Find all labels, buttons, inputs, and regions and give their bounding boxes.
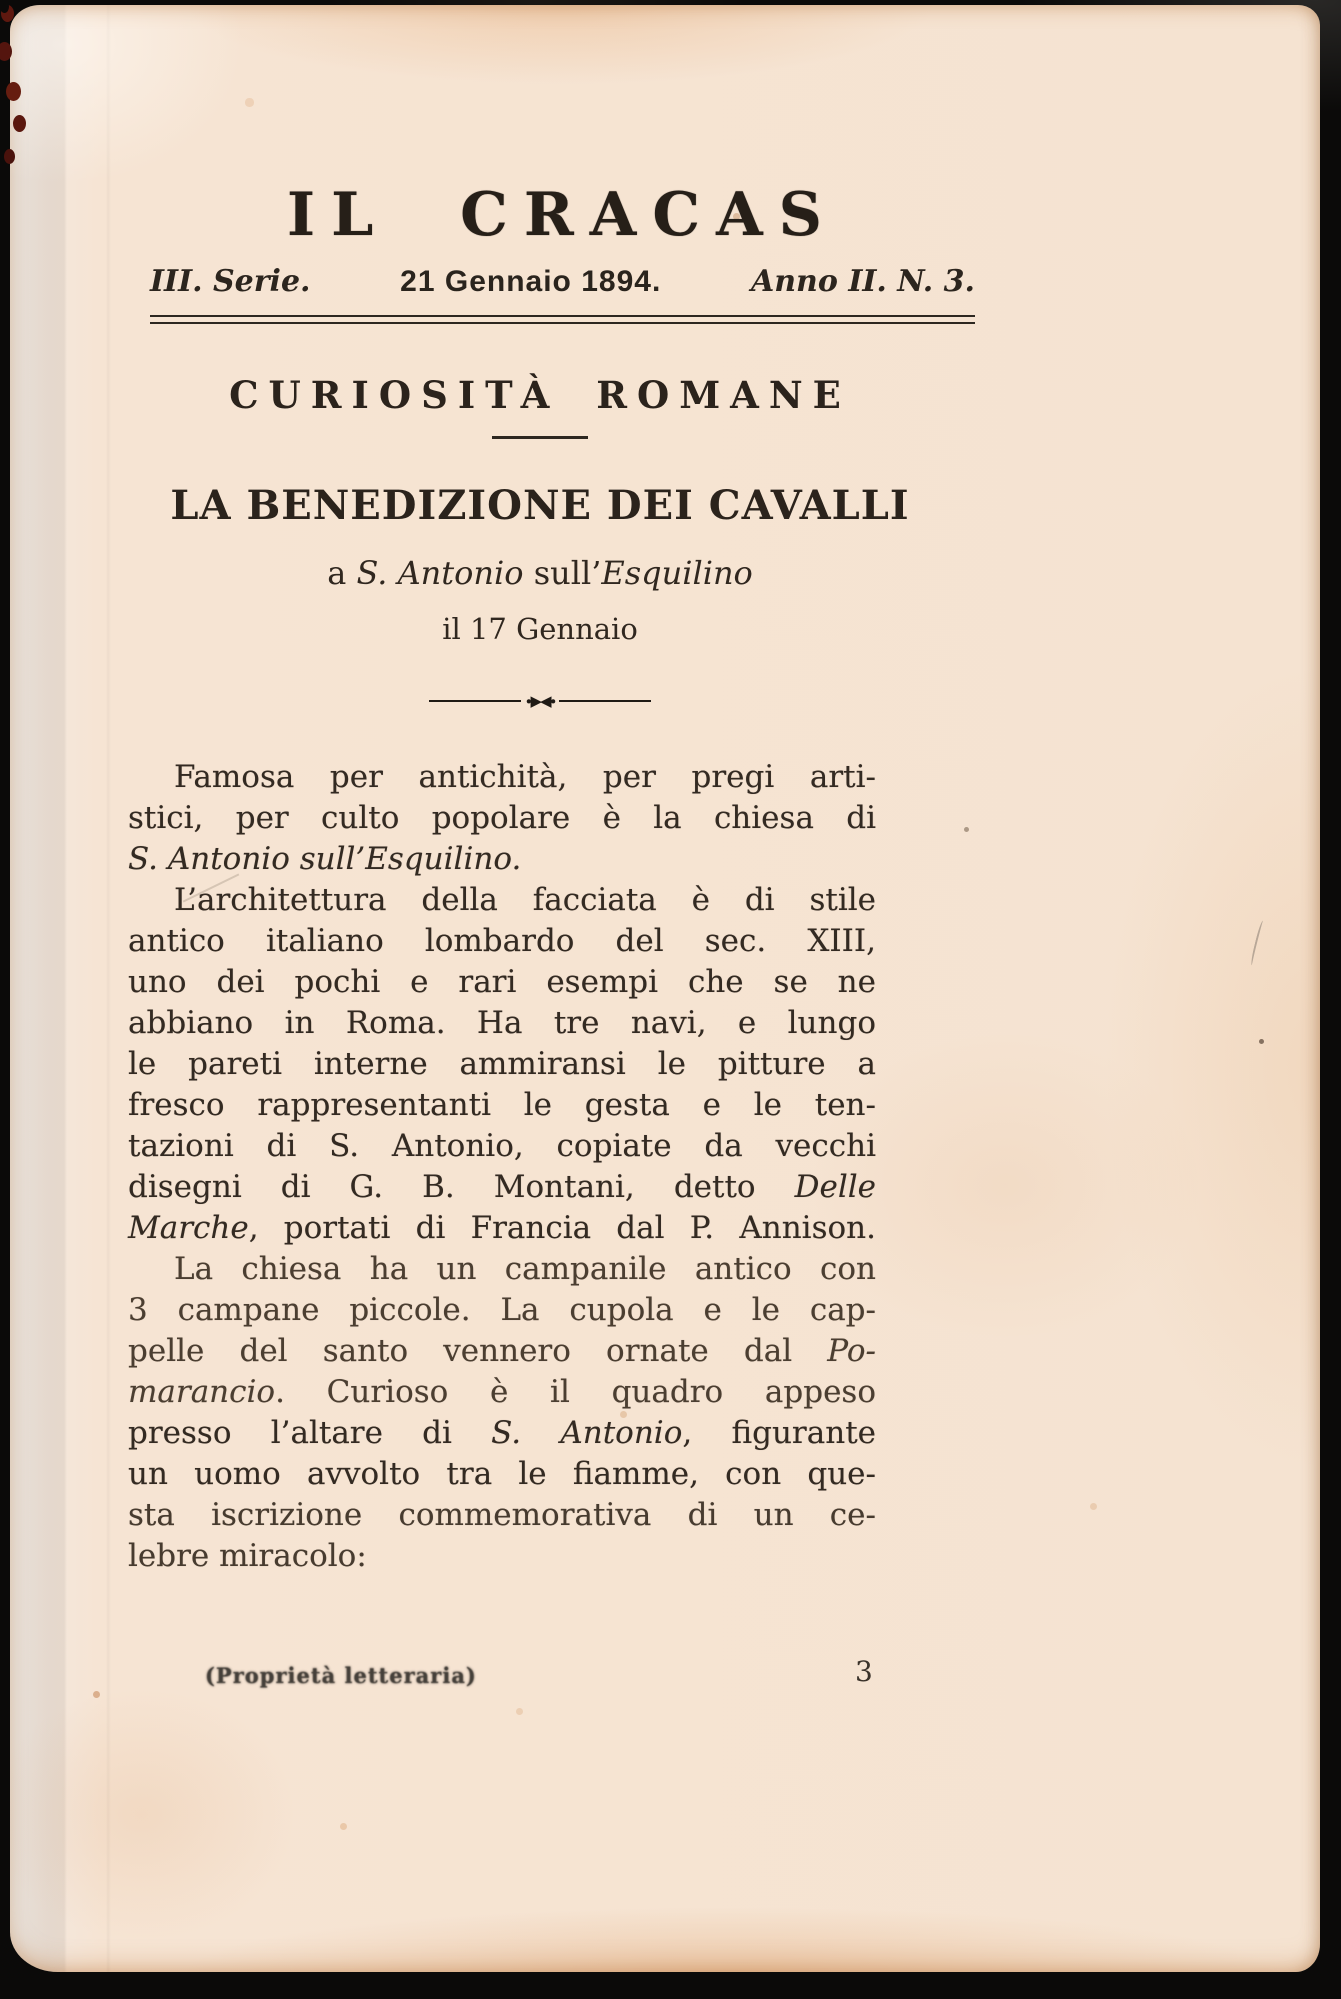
body-line: lebre miracolo: (128, 1538, 367, 1574)
body-line: tazioni di S. Antonio, copiate da vecchi (128, 1128, 876, 1164)
article-title: LA BENEDIZIONE DEI CAVALLI (170, 482, 910, 529)
foxing-specks (10, 5, 13, 8)
red-ink-marks (0, 0, 9, 13)
divider-ornament-icon (120, 693, 960, 709)
body-line: antico italiano lombardo del sec. XIII, (128, 923, 876, 959)
article (120, 372, 960, 1577)
body-line: presso l’altare di S. Antonio, figurante (128, 1415, 876, 1451)
ornament-line (429, 700, 521, 702)
page-number: 3 (855, 1655, 873, 1688)
body-line: stici, per culto popolare è la chiesa di (128, 800, 876, 836)
body-line: S. Antonio sull’Esquilino. (128, 841, 522, 877)
body-line: sta iscrizione commemorativa di un ce- (128, 1497, 876, 1533)
copyright-notice: (Proprietà letteraria) (205, 1663, 477, 1688)
issue-number: Anno II. N. 3. (750, 264, 975, 299)
publication-title: IL CRACAS (287, 180, 838, 250)
article-date-line: il 17 Gennaio (442, 612, 638, 646)
body-line: 3 campane piccole. La cupola e le cap- (128, 1292, 876, 1328)
body-line: le pareti interne ammiransi le pitture a (128, 1046, 876, 1082)
article-subtitle: a S. Antonio sull’Esquilino (327, 554, 753, 592)
body-line: fresco rappresentanti le gesta e le ten- (128, 1087, 876, 1123)
body-line: disegni di G. B. Montani, detto Delle (128, 1169, 876, 1205)
body-line: marancio. Curioso è il quadro appeso (128, 1374, 876, 1410)
body-line: Famosa per antichità, per pregi arti- (174, 759, 876, 795)
ornament-glyph: ∙▶◀∙ (525, 692, 555, 710)
series-label: III. Serie. (150, 264, 311, 299)
body-line: pelle del santo vennero ornate dal Po- (128, 1333, 876, 1369)
body-line: uno dei pochi e rari esempi che se ne (128, 964, 876, 1000)
body-line: un uomo avvolto tra le fiamme, con que- (128, 1456, 876, 1492)
body-line: L’architettura della facciata è di stile (174, 882, 876, 918)
ornament-line (559, 700, 651, 702)
scanned-page (10, 5, 1320, 1972)
body-line: abbiano in Roma. Ha tre navi, e lungo (128, 1005, 876, 1041)
short-rule-divider (492, 436, 588, 439)
issue-date: 21 Gennaio 1894. (400, 265, 662, 298)
double-rule-divider (150, 315, 975, 324)
article-body (128, 757, 876, 1577)
paper-fiber (1250, 920, 1266, 966)
body-line: Marche, portati di Francia dal P. Annison. (128, 1210, 876, 1246)
page-footer (10, 1655, 1320, 1705)
body-line: La chiesa ha un campanile antico con (174, 1251, 876, 1287)
masthead (150, 180, 975, 324)
issue-info-row (150, 263, 975, 301)
section-rubric: CURIOSITÀ ROMANE (229, 373, 851, 417)
